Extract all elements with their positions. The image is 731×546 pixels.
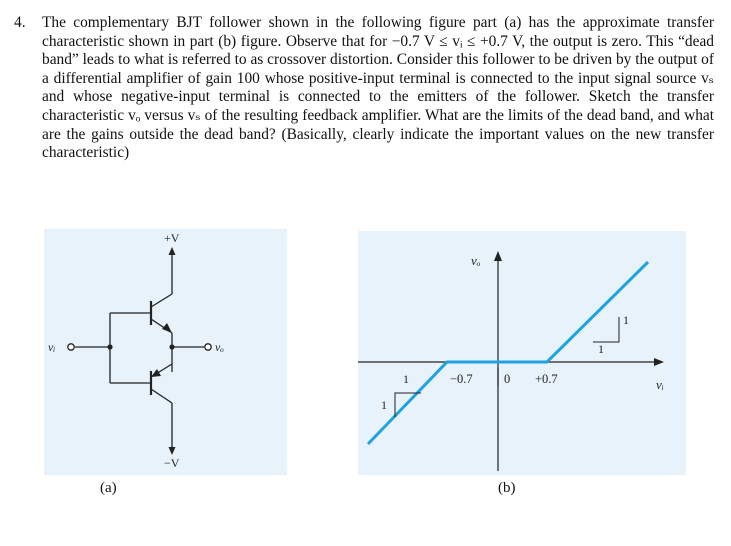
output-label: vₒ bbox=[215, 340, 224, 354]
neg-threshold-label: −0.7 bbox=[450, 372, 473, 386]
pnp-collector bbox=[151, 389, 172, 403]
supply-pos-label: +V bbox=[164, 231, 180, 245]
transfer-characteristic bbox=[358, 231, 686, 475]
input-node bbox=[107, 344, 112, 349]
y-axis-label: vₒ bbox=[471, 253, 481, 268]
x-axis-label: vᵢ bbox=[656, 377, 664, 392]
output-terminal bbox=[205, 344, 211, 350]
figure-b-caption: (b) bbox=[498, 480, 516, 496]
x-axis-arrow-icon bbox=[654, 358, 664, 366]
input-terminal bbox=[68, 344, 74, 350]
supply-neg-arrow-icon bbox=[169, 447, 176, 455]
bjt-follower-schematic bbox=[44, 229, 287, 475]
pnp-emitter-arrow-icon bbox=[151, 369, 161, 377]
slope-label-lower-run: 1 bbox=[403, 372, 409, 386]
figure-a-caption: (a) bbox=[100, 480, 117, 496]
slope-label-upper-rise: 1 bbox=[623, 313, 629, 327]
y-axis-arrow-icon bbox=[494, 251, 502, 261]
transfer-curve bbox=[368, 262, 648, 444]
slope-triangle-upper bbox=[593, 317, 619, 342]
problem-statement bbox=[14, 14, 714, 163]
supply-neg-label: −V bbox=[164, 456, 180, 470]
supply-pos-arrow-icon bbox=[169, 247, 176, 255]
pos-threshold-label: +0.7 bbox=[535, 372, 558, 386]
npn-collector bbox=[151, 294, 172, 307]
slope-label-upper-run: 1 bbox=[598, 342, 604, 356]
figure-a-circuit bbox=[44, 229, 287, 475]
origin-label: 0 bbox=[504, 372, 511, 386]
problem-number: 4. bbox=[14, 14, 26, 31]
slope-label-lower-rise: 1 bbox=[381, 398, 387, 412]
figure-b-transfer-plot bbox=[358, 231, 686, 475]
output-node bbox=[169, 344, 174, 349]
input-label: vᵢ bbox=[48, 340, 56, 354]
npn-emitter-arrow-icon bbox=[162, 323, 172, 333]
problem-text: The complementary BJT follower shown in the following figure part (a) has the approximate transfer characteristic shown in part (b) figure. Observe that for −0.7 V ≤ vᵢ ≤ +0.7 V, the output is zero. This “dead band” leads to what is referred to as crossover distortion. Consider this follower to be driven by the output of a differential amplifier of gain 100 whose positive-input terminal is connected to the input signal source vₛ and whose negative-input terminal is connected to the emitters of the follower. Sketch the transfer characteristic vₒ versus vₛ of the resulting feedback amplifier. What are the limits of the dead band, and what are the gains outside the dead band? (Basically, clearly indicate the important values on the new transfer characteristic) bbox=[42, 14, 714, 162]
